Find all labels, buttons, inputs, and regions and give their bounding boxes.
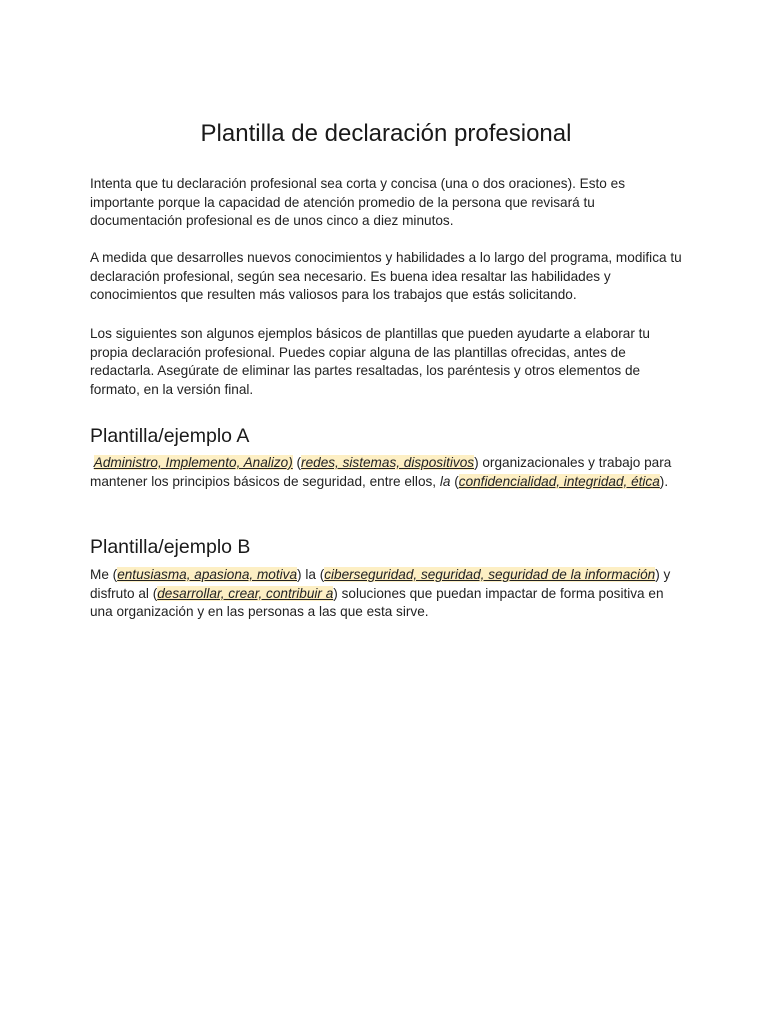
template-a-paragraph [90, 454, 682, 491]
template-b-paragraph [90, 566, 682, 622]
template-a-highlight-principles: confidencialidad, integridad, ética [458, 473, 660, 489]
template-a-text-end: ). [659, 473, 669, 489]
template-b-heading: Plantilla/ejemplo B [90, 536, 251, 558]
template-b-highlight-actions: desarrollar, crear, contribuir a [157, 585, 334, 601]
page-title: Plantilla de declaración profesional [200, 120, 572, 147]
template-a-highlight-assets: redes, sistemas, dispositivos [301, 455, 475, 470]
template-a-open-paren-2: ( [450, 473, 459, 489]
template-a-text: ) organizacionales y trabajo para mantener los principios básicos de seguridad, entre ellos, [90, 455, 672, 489]
template-b-highlight-feelings: entusiasma, apasiona, motiva [117, 567, 298, 582]
intro-paragraph-3: Los siguientes son algunos ejemplos básicos de plantillas que pueden ayudarte a elaborar tu propia declaración profesional. Puedes copiar alguna de las plantillas ofrecidas, antes de redactarla. Asegúrate de eliminar las partes resaltadas, los paréntesis y otros elementos de formato, en la versión final. [90, 326, 650, 397]
template-b-highlight-field: ciberseguridad, seguridad, seguridad de la información [324, 567, 656, 582]
template-b-text-4: ) soluciones que puedan impactar de forma positiva en una organización y en las personas a las que esta sirve. [90, 585, 664, 620]
template-a-highlight-verbs: Administro, Implemento, Analizo) [93, 455, 293, 470]
intro-paragraph-2: A medida que desarrolles nuevos conocimientos y habilidades a lo largo del programa, modifica tu declaración profesional, según sea necesario. Es buena idea resaltar las habilidades y conocimientos que resulten más valiosos para los trabajos que estás solicitando. [90, 250, 682, 303]
intro-paragraph-1: Intenta que tu declaración profesional sea corta y concisa (una o dos oraciones). Esto es importante porque la capacidad de atención promedio de la persona que revisará tu documentación profesional es de unos cinco a diez minutos. [90, 176, 626, 229]
template-b-text-3: ) y disfruto al ( [90, 567, 671, 601]
template-a-open-paren: ( [292, 455, 302, 470]
template-b-text-2: ) la ( [297, 567, 325, 582]
template-a-italic-la: la [439, 473, 451, 489]
template-a-heading: Plantilla/ejemplo A [90, 425, 250, 447]
template-b-text-1: Me ( [90, 567, 118, 582]
